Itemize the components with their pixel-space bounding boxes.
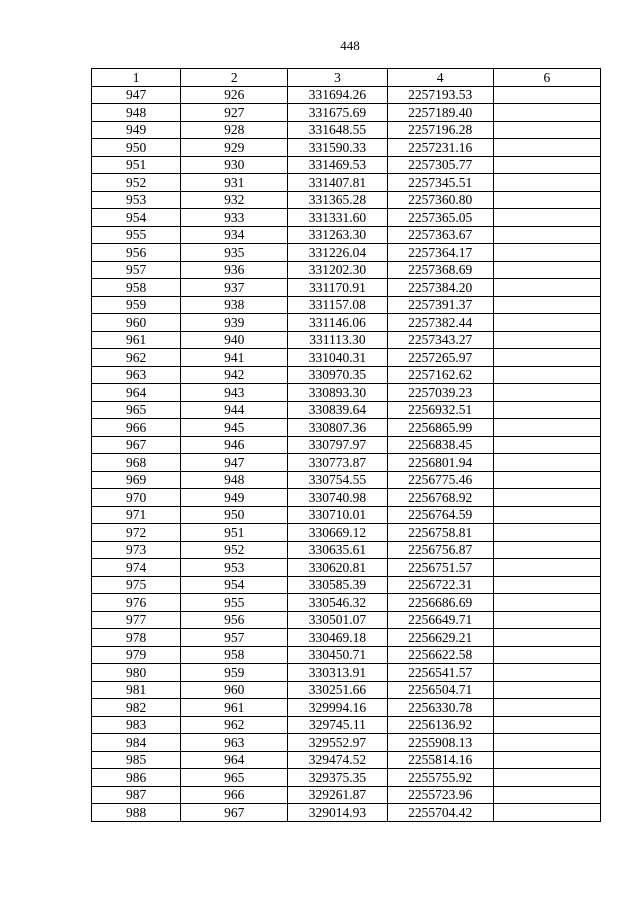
- table-row: [92, 401, 601, 419]
- table-cell: 984: [92, 734, 181, 752]
- table-cell: 964: [92, 384, 181, 402]
- table-cell: 2255704.42: [387, 804, 493, 822]
- table-cell: 950: [92, 139, 181, 157]
- table-cell: 959: [92, 296, 181, 314]
- table-cell: 964: [181, 751, 288, 769]
- table-row: [92, 139, 601, 157]
- table-cell: 2256649.71: [387, 611, 493, 629]
- table-cell: 2257368.69: [387, 261, 493, 279]
- table-cell: 971: [92, 506, 181, 524]
- table-cell: 331040.31: [288, 349, 387, 367]
- table-cell: 947: [92, 86, 181, 104]
- table-cell: [493, 541, 600, 559]
- table-row: [92, 681, 601, 699]
- table-row: [92, 471, 601, 489]
- table-header-row: [92, 69, 601, 87]
- table-cell: 330893.30: [288, 384, 387, 402]
- table-row: [92, 611, 601, 629]
- table-cell: 2256865.99: [387, 419, 493, 437]
- table-row: [92, 506, 601, 524]
- table-cell: 974: [92, 559, 181, 577]
- table-cell: 2256504.71: [387, 681, 493, 699]
- table-cell: 952: [92, 174, 181, 192]
- table-cell: 936: [181, 261, 288, 279]
- table-cell: 331113.30: [288, 331, 387, 349]
- table-cell: 976: [92, 594, 181, 612]
- table-cell: [493, 454, 600, 472]
- table-cell: 935: [181, 244, 288, 262]
- table-row: [92, 524, 601, 542]
- table-cell: 330710.01: [288, 506, 387, 524]
- table-row: [92, 366, 601, 384]
- table-cell: 2255723.96: [387, 786, 493, 804]
- table-cell: 2257039.23: [387, 384, 493, 402]
- table-cell: 942: [181, 366, 288, 384]
- table-cell: [493, 191, 600, 209]
- table-cell: [493, 716, 600, 734]
- table-cell: 980: [92, 664, 181, 682]
- table-cell: 929: [181, 139, 288, 157]
- table-cell: 330585.39: [288, 576, 387, 594]
- table-cell: 2257189.40: [387, 104, 493, 122]
- table-cell: [493, 384, 600, 402]
- coordinates-table: [91, 68, 601, 822]
- table-cell: [493, 121, 600, 139]
- table-cell: [493, 489, 600, 507]
- table-cell: [493, 734, 600, 752]
- table-cell: 927: [181, 104, 288, 122]
- table-cell: 330546.32: [288, 594, 387, 612]
- table-cell: 331648.55: [288, 121, 387, 139]
- table-cell: 330501.07: [288, 611, 387, 629]
- table-row: [92, 734, 601, 752]
- table-row: [92, 191, 601, 209]
- table-cell: 329261.87: [288, 786, 387, 804]
- table-cell: 330797.97: [288, 436, 387, 454]
- table-cell: 330740.98: [288, 489, 387, 507]
- table-cell: 954: [92, 209, 181, 227]
- table-cell: [493, 156, 600, 174]
- table-cell: 330313.91: [288, 664, 387, 682]
- table-row: [92, 629, 601, 647]
- table-cell: 979: [92, 646, 181, 664]
- table-cell: 953: [181, 559, 288, 577]
- table-row: [92, 384, 601, 402]
- table-cell: [493, 244, 600, 262]
- table-cell: 331331.60: [288, 209, 387, 227]
- table-cell: [493, 524, 600, 542]
- table-cell: 960: [181, 681, 288, 699]
- table-cell: [493, 629, 600, 647]
- table-cell: 955: [181, 594, 288, 612]
- table-row: [92, 699, 601, 717]
- table-cell: 968: [92, 454, 181, 472]
- table-cell: 934: [181, 226, 288, 244]
- table-row: [92, 244, 601, 262]
- table-cell: 330754.55: [288, 471, 387, 489]
- table-row: [92, 594, 601, 612]
- table-cell: [493, 786, 600, 804]
- table-cell: 2256758.81: [387, 524, 493, 542]
- table-cell: 930: [181, 156, 288, 174]
- table-cell: 958: [92, 279, 181, 297]
- table-cell: 330469.18: [288, 629, 387, 647]
- table-cell: 329745.11: [288, 716, 387, 734]
- table-cell: 963: [92, 366, 181, 384]
- table-cell: 960: [92, 314, 181, 332]
- table-cell: 331694.26: [288, 86, 387, 104]
- table-cell: 954: [181, 576, 288, 594]
- table-cell: [493, 664, 600, 682]
- table-cell: 961: [92, 331, 181, 349]
- table-cell: [493, 576, 600, 594]
- table-cell: 985: [92, 751, 181, 769]
- table-cell: [493, 226, 600, 244]
- table-row: [92, 769, 601, 787]
- table-cell: 331365.28: [288, 191, 387, 209]
- table-cell: 948: [181, 471, 288, 489]
- table-cell: 965: [92, 401, 181, 419]
- table-cell: 957: [181, 629, 288, 647]
- table-cell: 330251.66: [288, 681, 387, 699]
- column-header: 4: [387, 69, 493, 87]
- table-row: [92, 804, 601, 822]
- table-cell: 988: [92, 804, 181, 822]
- table-row: [92, 646, 601, 664]
- table-cell: 330773.87: [288, 454, 387, 472]
- table-cell: 2255755.92: [387, 769, 493, 787]
- table-cell: 2256622.58: [387, 646, 493, 664]
- table-cell: 2257193.53: [387, 86, 493, 104]
- table-cell: 331675.69: [288, 104, 387, 122]
- table-cell: 2257343.27: [387, 331, 493, 349]
- table-cell: 983: [92, 716, 181, 734]
- table-cell: 932: [181, 191, 288, 209]
- table-cell: [493, 104, 600, 122]
- table-cell: 943: [181, 384, 288, 402]
- table-cell: 2256756.87: [387, 541, 493, 559]
- table-cell: 331407.81: [288, 174, 387, 192]
- table-cell: 931: [181, 174, 288, 192]
- table-cell: 951: [92, 156, 181, 174]
- table-cell: 329994.16: [288, 699, 387, 717]
- table-cell: 2257360.80: [387, 191, 493, 209]
- table-cell: 962: [92, 349, 181, 367]
- table-cell: 331226.04: [288, 244, 387, 262]
- table-cell: [493, 279, 600, 297]
- table-cell: 2257305.77: [387, 156, 493, 174]
- table-cell: [493, 471, 600, 489]
- table-cell: 329014.93: [288, 804, 387, 822]
- table-cell: [493, 261, 600, 279]
- table-row: [92, 314, 601, 332]
- table-cell: [493, 436, 600, 454]
- table-cell: 966: [92, 419, 181, 437]
- table-cell: 2257364.17: [387, 244, 493, 262]
- table-cell: 330807.36: [288, 419, 387, 437]
- table-cell: [493, 506, 600, 524]
- table-cell: 329375.35: [288, 769, 387, 787]
- table-cell: [493, 401, 600, 419]
- table-cell: 2256764.59: [387, 506, 493, 524]
- table-row: [92, 174, 601, 192]
- table-cell: 955: [92, 226, 181, 244]
- table-cell: 962: [181, 716, 288, 734]
- table-cell: 329474.52: [288, 751, 387, 769]
- table-cell: 2257196.28: [387, 121, 493, 139]
- table-row: [92, 86, 601, 104]
- table-cell: 952: [181, 541, 288, 559]
- table-cell: 331146.06: [288, 314, 387, 332]
- table-cell: 949: [92, 121, 181, 139]
- table-cell: [493, 751, 600, 769]
- table-cell: 2257391.37: [387, 296, 493, 314]
- table-cell: 956: [181, 611, 288, 629]
- table-cell: 2257382.44: [387, 314, 493, 332]
- table-cell: [493, 681, 600, 699]
- table-cell: [493, 86, 600, 104]
- table-cell: 946: [181, 436, 288, 454]
- table-row: [92, 331, 601, 349]
- table-cell: 2257162.62: [387, 366, 493, 384]
- table-cell: 2256801.94: [387, 454, 493, 472]
- table-cell: 330620.81: [288, 559, 387, 577]
- table-row: [92, 104, 601, 122]
- table-cell: 978: [92, 629, 181, 647]
- table-cell: 949: [181, 489, 288, 507]
- table-cell: 975: [92, 576, 181, 594]
- table-cell: 941: [181, 349, 288, 367]
- table-cell: [493, 804, 600, 822]
- table-cell: 2256330.78: [387, 699, 493, 717]
- table-cell: 972: [92, 524, 181, 542]
- table-cell: 953: [92, 191, 181, 209]
- table-cell: 2257384.20: [387, 279, 493, 297]
- column-header: 2: [181, 69, 288, 87]
- table-cell: 981: [92, 681, 181, 699]
- table-row: [92, 454, 601, 472]
- table-cell: [493, 559, 600, 577]
- table-cell: 926: [181, 86, 288, 104]
- table-row: [92, 121, 601, 139]
- table-row: [92, 489, 601, 507]
- table-row: [92, 296, 601, 314]
- column-header: 1: [92, 69, 181, 87]
- table-cell: 961: [181, 699, 288, 717]
- table-cell: 944: [181, 401, 288, 419]
- table-cell: 938: [181, 296, 288, 314]
- table-cell: 330635.61: [288, 541, 387, 559]
- table-cell: 2257363.67: [387, 226, 493, 244]
- table-cell: 330839.64: [288, 401, 387, 419]
- table-cell: 970: [92, 489, 181, 507]
- table-row: [92, 716, 601, 734]
- table-row: [92, 786, 601, 804]
- table-cell: 965: [181, 769, 288, 787]
- table-cell: 982: [92, 699, 181, 717]
- table-cell: [493, 699, 600, 717]
- table-row: [92, 541, 601, 559]
- table-cell: 2256768.92: [387, 489, 493, 507]
- table-cell: [493, 646, 600, 664]
- table-cell: 958: [181, 646, 288, 664]
- page-number: 448: [340, 38, 360, 53]
- table-cell: [493, 174, 600, 192]
- table-cell: 331170.91: [288, 279, 387, 297]
- table-cell: 986: [92, 769, 181, 787]
- table-row: [92, 349, 601, 367]
- table-row: [92, 226, 601, 244]
- table-cell: 329552.97: [288, 734, 387, 752]
- table-cell: 2256751.57: [387, 559, 493, 577]
- table-row: [92, 156, 601, 174]
- table-row: [92, 209, 601, 227]
- column-header: 6: [493, 69, 600, 87]
- table-cell: 969: [92, 471, 181, 489]
- table-row: [92, 576, 601, 594]
- table-cell: 2256932.51: [387, 401, 493, 419]
- table-cell: [493, 594, 600, 612]
- table-cell: 2255814.16: [387, 751, 493, 769]
- table-cell: [493, 139, 600, 157]
- table-cell: 330970.35: [288, 366, 387, 384]
- table-cell: 2256722.31: [387, 576, 493, 594]
- table-cell: 2256136.92: [387, 716, 493, 734]
- table-cell: 2255908.13: [387, 734, 493, 752]
- table-cell: 987: [92, 786, 181, 804]
- table-cell: [493, 314, 600, 332]
- table-cell: 2257231.16: [387, 139, 493, 157]
- table-cell: 966: [181, 786, 288, 804]
- table-cell: 330450.71: [288, 646, 387, 664]
- table-cell: 2257345.51: [387, 174, 493, 192]
- table-cell: 973: [92, 541, 181, 559]
- table-cell: [493, 366, 600, 384]
- table-cell: 2256838.45: [387, 436, 493, 454]
- table-cell: 948: [92, 104, 181, 122]
- table-cell: 330669.12: [288, 524, 387, 542]
- table-cell: 2256541.57: [387, 664, 493, 682]
- table-cell: 967: [181, 804, 288, 822]
- table-row: [92, 751, 601, 769]
- table-cell: 956: [92, 244, 181, 262]
- table-cell: [493, 296, 600, 314]
- table-cell: 2257265.97: [387, 349, 493, 367]
- table-cell: 331469.53: [288, 156, 387, 174]
- table-row: [92, 436, 601, 454]
- column-header: 3: [288, 69, 387, 87]
- table-row: [92, 419, 601, 437]
- table-cell: 967: [92, 436, 181, 454]
- table-cell: 977: [92, 611, 181, 629]
- table-cell: 928: [181, 121, 288, 139]
- table-cell: 2257365.05: [387, 209, 493, 227]
- table-cell: 940: [181, 331, 288, 349]
- table-cell: 939: [181, 314, 288, 332]
- table-cell: [493, 209, 600, 227]
- table-cell: 963: [181, 734, 288, 752]
- table-row: [92, 559, 601, 577]
- table-cell: [493, 769, 600, 787]
- table-row: [92, 664, 601, 682]
- table-cell: 951: [181, 524, 288, 542]
- table-cell: 950: [181, 506, 288, 524]
- table-cell: 331157.08: [288, 296, 387, 314]
- table-cell: [493, 349, 600, 367]
- table-cell: [493, 611, 600, 629]
- table-cell: 331590.33: [288, 139, 387, 157]
- table-body: [92, 86, 601, 821]
- table-cell: 331202.30: [288, 261, 387, 279]
- table-row: [92, 261, 601, 279]
- table-cell: 937: [181, 279, 288, 297]
- table-cell: [493, 331, 600, 349]
- table-cell: 945: [181, 419, 288, 437]
- table-cell: 957: [92, 261, 181, 279]
- table-row: [92, 279, 601, 297]
- table-cell: 933: [181, 209, 288, 227]
- table-cell: 2256775.46: [387, 471, 493, 489]
- table-cell: [493, 419, 600, 437]
- table-cell: 2256629.21: [387, 629, 493, 647]
- table-cell: 2256686.69: [387, 594, 493, 612]
- table-cell: 959: [181, 664, 288, 682]
- table-cell: 331263.30: [288, 226, 387, 244]
- table-cell: 947: [181, 454, 288, 472]
